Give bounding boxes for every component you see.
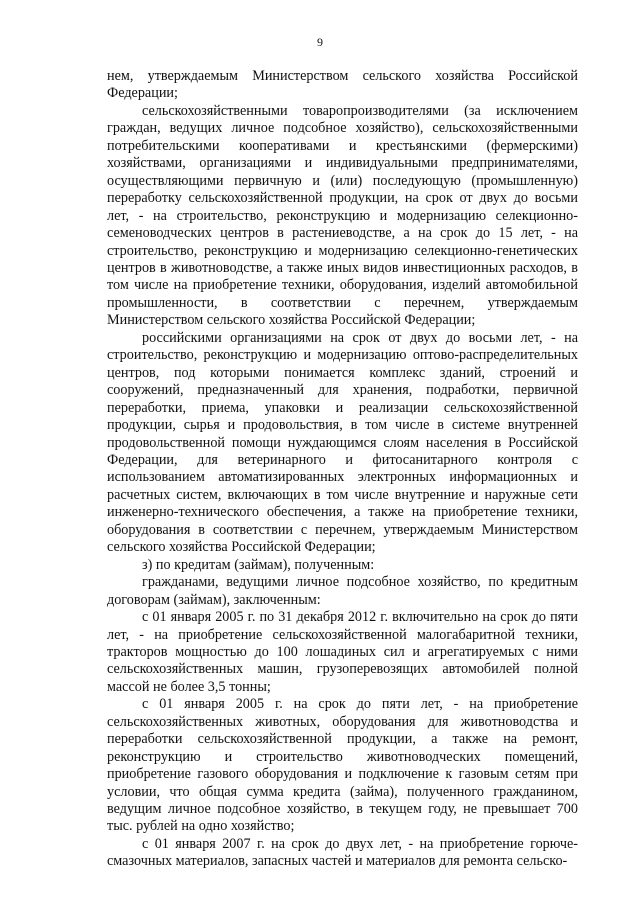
paragraph: з) по кредитам (займам), полученным: — [142, 556, 375, 573]
paragraph: сельскохозяйственными товаропроизводителями (за исключением граждан, ведущих личное подсобное хозяйство), сельскохозяйственными потребительскими кооперативами и крестьянскими (фермерскими) хозяйствами, организациями и индивидуальными предпринимателями, осуществляющими первичную и (или) последующую (промышленную) переработку сельскохозяйственной продукции, на срок от двух до восьми лет, - на строительство, реконструкцию и модернизацию селекционно-семеноводческих центров в растениеводстве, а на срок до 15 лет, - на строительство, реконструкцию и модернизацию селекционно-генетических центров в животноводстве, а также иных видов инвестиционных расходов, в том числе на приобретение техники, оборудования, изделий автомобильной промышленности, в соответствии с перечнем, утверждаемым Министерством сельского хозяйства Российской Федерации; — [107, 102, 578, 329]
paragraph: с 01 января 2005 г. на срок до пяти лет, - на приобретение сельскохозяйственных животных, оборудования для животноводства и переработки сельскохозяйственной продукции, а также на ремонт, реконструкцию и строительство животноводческих помещений, приобретение газового оборудования и подключение к газовым сетям при условии, что общая сумма кредита (займа), полученного гражданином, ведущим личное подсобное хозяйство, в текущем году, не превышает 700 тыс. рублей на одно хозяйство; — [107, 696, 578, 835]
paragraph: гражданами, ведущими личное подсобное хозяйство, по кредитным договорам (займам), заключенным: — [107, 574, 578, 608]
paragraph: с 01 января 2005 г. по 31 декабря 2012 г. включительно на срок до пяти лет, - на приобретение сельскохозяйственной малогабаритной техники, тракторов мощностью до 100 лошадиных сил и агрегатируемых с ними сельскохозяйственных машин, грузоперевозящих автомобилей полной массой не более 3,5 тонны; — [107, 609, 578, 695]
paragraph: нем, утверждаемым Министерством сельского хозяйства Российской Федерации; — [107, 68, 578, 102]
page-number: 9 — [317, 35, 323, 49]
paragraph: с 01 января 2007 г. на срок до двух лет, - на приобретение горюче-смазочных материалов, запасных частей и материалов для ремонта сельско- — [107, 835, 578, 870]
body-text — [107, 68, 578, 871]
paragraph: российскими организациями на срок от двух до восьми лет, - на строительство, реконструкцию и модернизацию оптово-распределительных центров, под которыми понимается комплекс зданий, строений и сооружений, предназначенный для хранения, подработки, первичной переработки, приема, упаковки и реализации сельскохозяйственной продукции, сырья и продовольствия, в том числе в системе внутренней продовольственной помощи нуждающимся слоям населения в Российской Федерации, для ветеринарного и фитосанитарного контроля с использованием автоматизированных электронных информационных и расчетных систем, включающих в том числе внутренние и наружные сети инженерно-технического обеспечения, а также на приобретение техники, оборудования в соответствии с перечнем, утверждаемым Министерством сельского хозяйства Российской Федерации; — [107, 329, 578, 556]
